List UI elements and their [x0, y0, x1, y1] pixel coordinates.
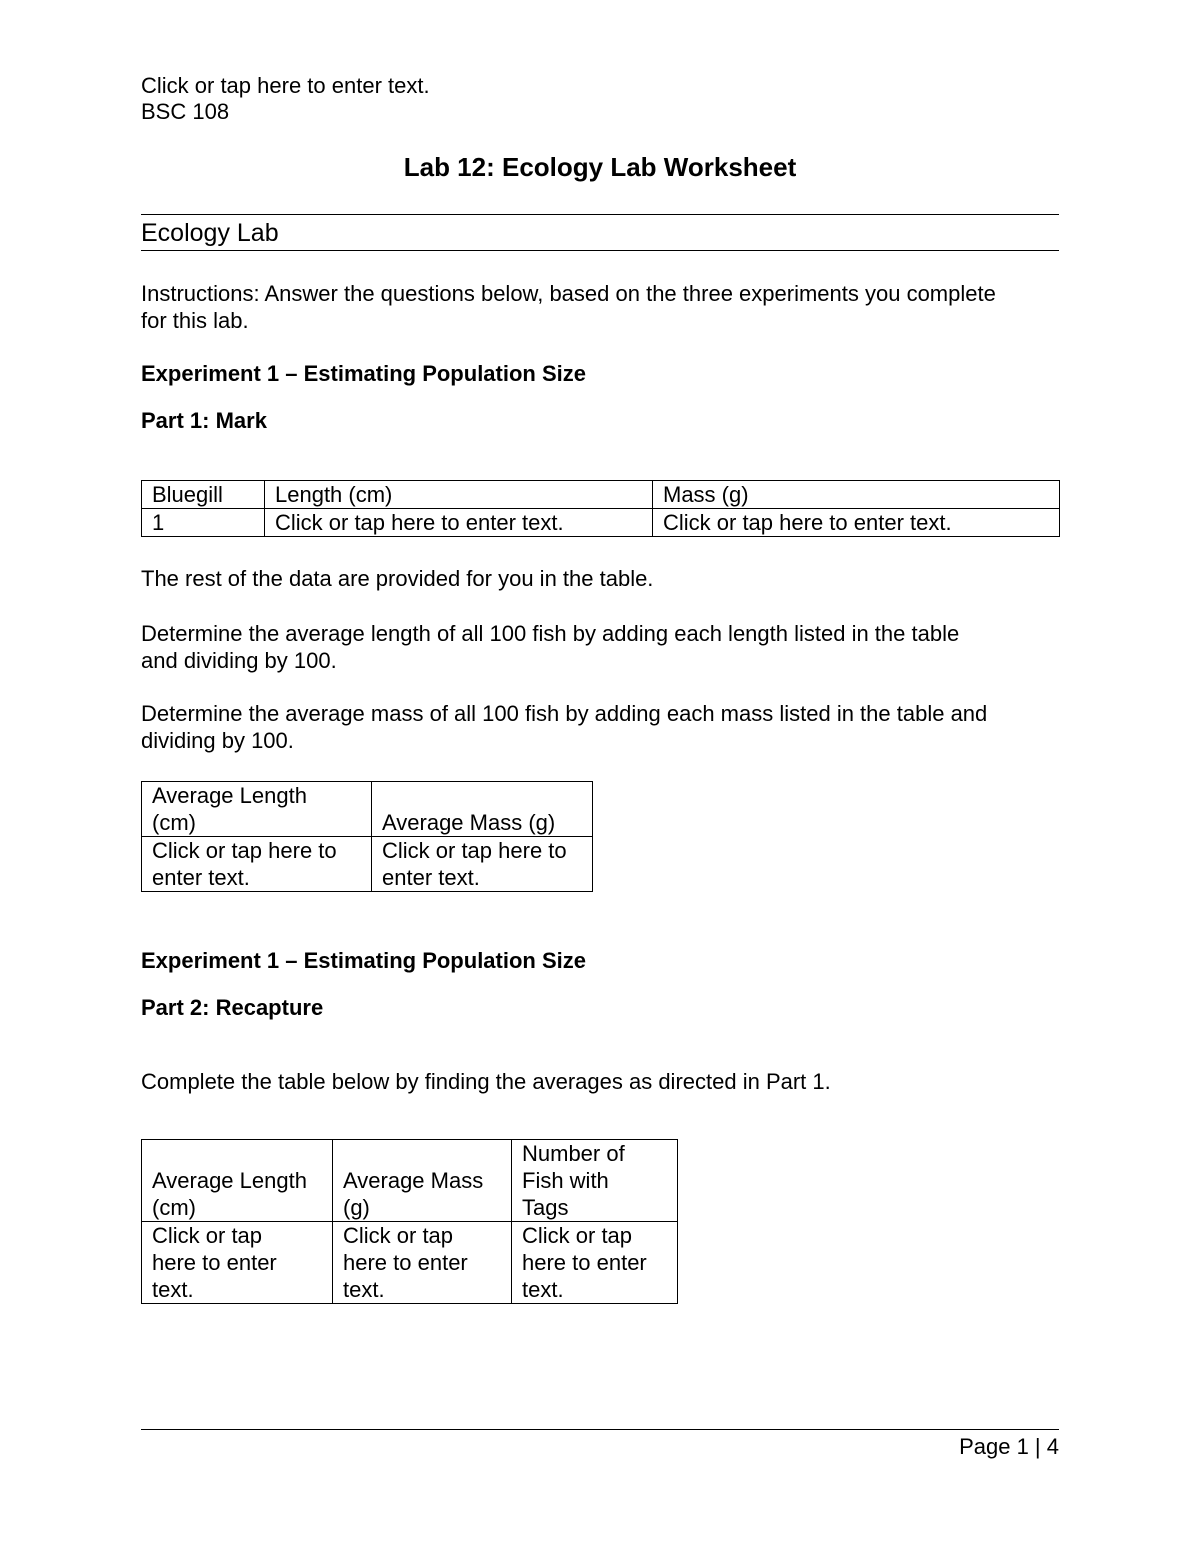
mass-instruction-line-1: Determine the average mass of all 100 fish by adding each mass listed in the table and	[141, 701, 988, 726]
average-mass-input[interactable]	[372, 837, 593, 892]
header-line: Fish with	[522, 1168, 609, 1193]
header-line: (cm)	[152, 1195, 196, 1220]
data-note: The rest of the data are provided for you in the table.	[141, 566, 654, 591]
length-instruction-line-2: and dividing by 100.	[141, 648, 337, 673]
header-line: (cm)	[152, 810, 196, 835]
exp1-part2-heading: Experiment 1 – Estimating Population Size	[141, 948, 586, 973]
mass-instruction-line-2: dividing by 100.	[141, 728, 294, 753]
cell-line: Click or tap here to	[382, 838, 567, 863]
header-average-length	[142, 1140, 333, 1222]
cell-line: enter text.	[152, 865, 250, 890]
recapture-instruction: Complete the table below by finding the averages as directed in Part 1.	[141, 1069, 831, 1094]
table-header-row	[142, 1140, 678, 1222]
header-line: Average Mass	[343, 1168, 484, 1193]
table-header-row	[142, 481, 1060, 509]
cell-line: here to enter	[343, 1250, 468, 1275]
instructions-line-2: for this lab.	[141, 308, 249, 333]
header-line: (g)	[343, 1195, 370, 1220]
recapture-mass-input[interactable]	[333, 1222, 512, 1304]
header-line: Average Length	[152, 1168, 307, 1193]
divider-top	[141, 214, 1059, 215]
average-length-input[interactable]	[142, 837, 372, 892]
length-instruction-line-1: Determine the average length of all 100 fish by adding each length listed in the table	[141, 621, 960, 646]
instructions-line-1: Instructions: Answer the questions below, based on the three experiments you complete	[141, 281, 996, 306]
header-line: Tags	[522, 1195, 569, 1220]
header-average-mass	[372, 782, 593, 837]
table-header-row	[142, 782, 593, 837]
header-line: Number of	[522, 1141, 625, 1166]
bluegill-table	[141, 480, 1060, 537]
header-line: Average Length	[152, 783, 307, 808]
header-bluegill: Bluegill	[142, 481, 265, 509]
header-mass: Mass (g)	[653, 481, 1060, 509]
instructions	[141, 280, 996, 334]
length-instruction	[141, 620, 959, 674]
cell-line: text.	[152, 1277, 194, 1302]
header-line: Average Mass (g)	[382, 810, 556, 835]
course-code: BSC 108	[141, 99, 230, 124]
footer-divider	[141, 1429, 1059, 1430]
cell-line: text.	[343, 1277, 385, 1302]
section-heading: Ecology Lab	[141, 219, 279, 247]
table-row	[142, 509, 1060, 537]
table-row	[142, 837, 593, 892]
header-average-mass	[333, 1140, 512, 1222]
divider-bottom	[141, 250, 1059, 251]
mass-input[interactable]: Click or tap here to enter text.	[653, 509, 1060, 537]
cell-line: here to enter	[522, 1250, 647, 1275]
exp1-part1-subheading: Part 1: Mark	[141, 408, 267, 433]
average-table	[141, 781, 593, 892]
cell-bluegill-number: 1	[142, 509, 265, 537]
table-row	[142, 1222, 678, 1304]
cell-line: Click or tap	[522, 1223, 633, 1248]
header-fish-with-tags	[512, 1140, 678, 1222]
mass-instruction	[141, 700, 987, 754]
length-input[interactable]: Click or tap here to enter text.	[265, 509, 653, 537]
recapture-table	[141, 1139, 678, 1304]
cell-line: here to enter	[152, 1250, 277, 1275]
page-number: Page 1 | 4	[959, 1434, 1059, 1459]
recapture-tags-input[interactable]	[512, 1222, 678, 1304]
recapture-length-input[interactable]	[142, 1222, 333, 1304]
name-field[interactable]: Click or tap here to enter text.	[141, 73, 430, 98]
header-length: Length (cm)	[265, 481, 653, 509]
cell-line: Click or tap	[343, 1223, 454, 1248]
cell-line: Click or tap here to	[152, 838, 337, 863]
cell-line: text.	[522, 1277, 564, 1302]
cell-line: enter text.	[382, 865, 480, 890]
header-average-length	[142, 782, 372, 837]
exp1-part2-subheading: Part 2: Recapture	[141, 995, 324, 1020]
cell-line: Click or tap	[152, 1223, 263, 1248]
page-title: Lab 12: Ecology Lab Worksheet	[403, 152, 797, 182]
exp1-part1-heading: Experiment 1 – Estimating Population Size	[141, 361, 586, 386]
